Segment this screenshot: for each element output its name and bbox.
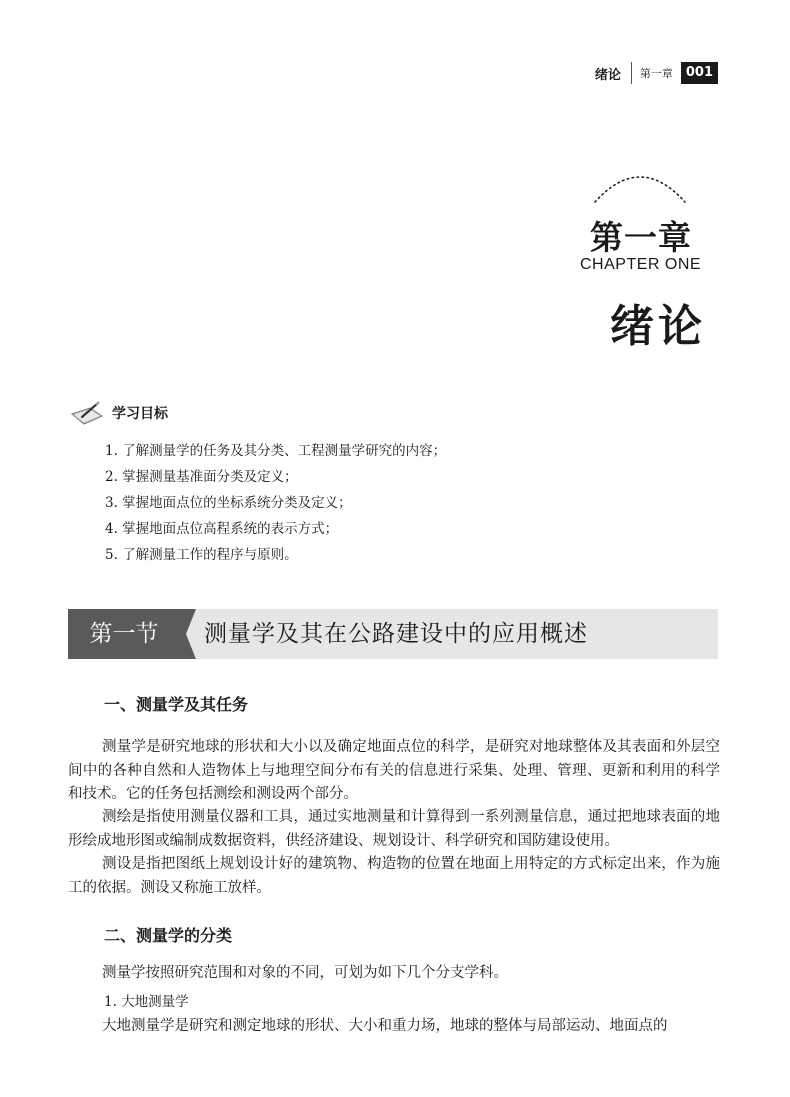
page-number: 001 <box>681 62 718 84</box>
paragraph: 测绘是指使用测量仪器和工具，通过实地测量和计算得到一系列测量信息，通过把地球表面的地形绘成地形图或编制成数据资料，供经济建设、规划设计、科学研究和国防建设使用。 <box>68 809 720 849</box>
sub-subsection-heading: 1. 大地测量学 <box>104 994 189 1010</box>
objectives-title: 学习目标 <box>112 406 168 422</box>
dotted-arc-decoration <box>590 164 690 204</box>
paragraph: 测量学是研究地球的形状和大小以及确定地面点位的科学，是研究对地球整体及其表面和外层空间中的各种自然和人造物体上与地理空间分布有关的信息进行采集、处理、管理、更新和利用的科学和技术。它的任务包括测绘和测设两个部分。 <box>68 739 720 802</box>
objectives-heading <box>70 400 168 426</box>
objective-item: 1. 了解测量学的任务及其分类、工程测量学研究的内容； <box>105 443 447 459</box>
paragraph: 测量学按照研究范围和对象的不同，可划为如下几个分支学科。 <box>102 965 508 981</box>
running-header-title: 绪论 <box>594 67 621 83</box>
pencil-notebook-icon <box>70 400 104 426</box>
subsection-heading-2: 二、测量学的分类 <box>104 926 233 945</box>
subsection-heading-1: 一、测量学及其任务 <box>104 695 249 714</box>
objective-item: 2. 掌握测量基准面分类及定义； <box>105 469 298 485</box>
chapter-number-en: CHAPTER ONE <box>580 256 702 273</box>
objective-item: 4. 掌握地面点位高程系统的表示方式； <box>105 521 339 537</box>
paragraph: 测设是指把图纸上规划设计好的建筑物、构造物的位置在地面上用特定的方式标定出来，作为施工的依据。测设又称施工放样。 <box>68 856 720 896</box>
objective-item: 5. 了解测量工作的程序与原则。 <box>105 547 298 563</box>
section-banner <box>68 609 718 659</box>
running-header-chapter: 第一章 <box>639 67 673 80</box>
objectives-list <box>105 438 446 568</box>
running-header <box>595 62 718 84</box>
paragraph: 大地测量学是研究和测定地球的形状、大小和重力场，地球的整体与局部运动、地面点的 <box>102 1018 668 1034</box>
section-banner-notch <box>180 609 196 659</box>
chapter-title: 绪论 <box>610 301 706 352</box>
section-label: 第一节 <box>68 609 180 659</box>
chapter-number: 第一章 <box>590 218 692 257</box>
objective-item: 3. 掌握地面点位的坐标系统分类及定义； <box>105 495 352 511</box>
section-title: 测量学及其在公路建设中的应用概述 <box>204 621 588 647</box>
